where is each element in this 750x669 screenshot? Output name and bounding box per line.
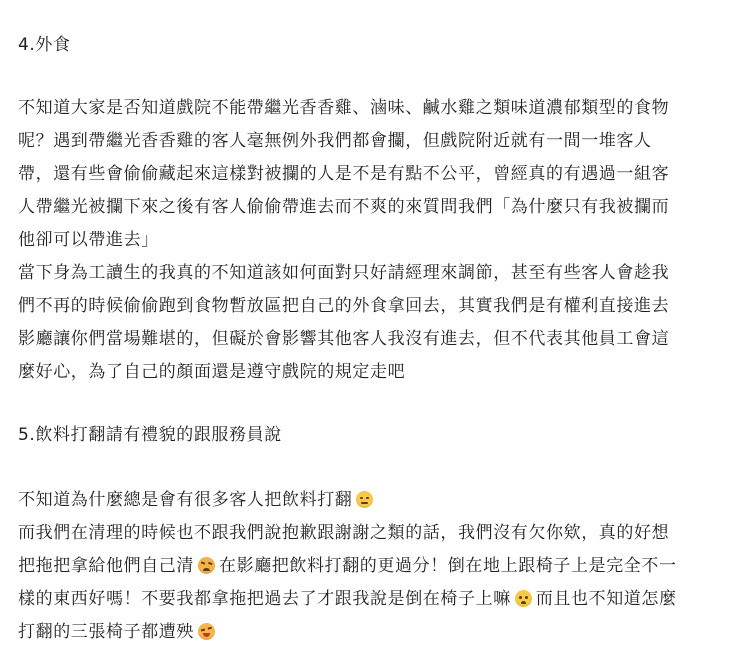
paragraph-line: 而我們在清理的時候也不跟我們說抱歉跟謝謝之類的話，我們沒有欠你欸，真的好想 (18, 523, 670, 543)
paragraph-text: 在影廳把飲料打翻的更過分！倒在地上跟椅子上是完全不一 (219, 556, 677, 576)
paragraph-line: 們不再的時候偷偷跑到食物暫放區把自己的外食拿回去，其實我們是有權利直接進去 (18, 296, 670, 316)
paragraph-line: 不知道大家是否知道戲院不能帶繼光香香雞、滷味、鹹水雞之類味道濃郁類型的食物 (18, 98, 670, 118)
paragraph-line (18, 622, 219, 642)
paragraph-line: 呢？遇到帶繼光香香雞的客人毫無例外我們都會攔，但戲院附近就有一間一堆客人 (18, 131, 652, 151)
paragraph-line: 影廳讓你們當場難堪的，但礙於會影響其他客人我沒有進去，但不代表其他員工會這 (18, 329, 670, 349)
paragraph-text: 而且也不知道怎麼 (535, 589, 677, 609)
paragraph-text: 樣的東西好嗎！不要我都拿拖把過去了才跟我說是倒在椅子上嘛 (18, 589, 511, 609)
paragraph-line: 麼好心，為了自己的顏面還是遵守戲院的規定走吧 (18, 362, 406, 382)
paragraph-line: 他卻可以帶進去」 (18, 230, 159, 250)
section-4-heading: 4.外食 (18, 35, 71, 55)
paragraph-line (18, 589, 677, 609)
sweat-face-icon (356, 491, 373, 508)
tired-face-icon (198, 623, 215, 640)
paragraph-text: 打翻的三張椅子都遭殃 (18, 622, 194, 642)
paragraph-line (18, 490, 377, 510)
worried-face-icon (515, 590, 532, 607)
paragraph-text: 不知道為什麼總是會有很多客人把飲料打翻 (18, 490, 353, 510)
paragraph-line (18, 556, 677, 576)
paragraph-line: 當下身為工讀生的我真的不知道該如何面對只好請經理來調節，甚至有些客人會趁我 (18, 263, 670, 283)
frustrated-face-icon (198, 557, 215, 574)
paragraph-text: 把拖把拿給他們自己清 (18, 556, 194, 576)
section-5-heading: 5.飲料打翻請有禮貌的跟服務員說 (18, 425, 282, 445)
paragraph-line: 帶，還有些會偷偷藏起來這樣對被攔的人是不是有點不公平，曾經真的有遇過一組客 (18, 164, 670, 184)
paragraph-line: 人帶繼光被攔下來之後有客人偷偷帶進去而不爽的來質問我們「為什麼只有我被攔而 (18, 197, 670, 217)
